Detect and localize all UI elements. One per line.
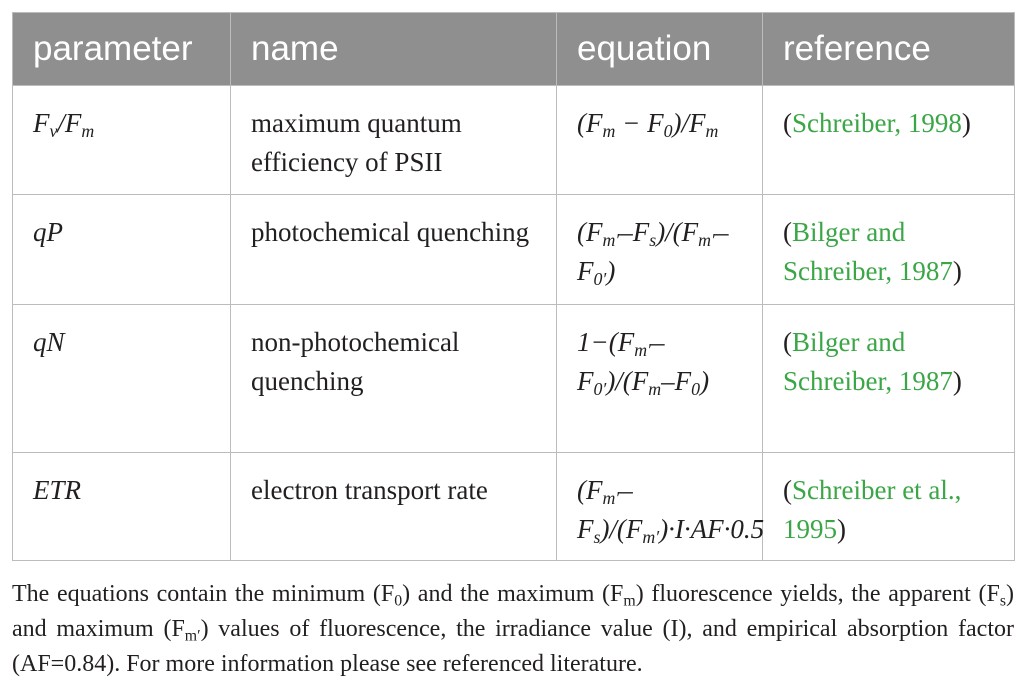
header-parameter: parameter [13, 13, 231, 86]
reference-link[interactable]: Schreiber, 1998 [792, 108, 962, 138]
parameter-cell [13, 453, 231, 561]
parameter-value: ETR [33, 475, 82, 505]
name-value: electron transport rate [251, 475, 488, 505]
equation-cell [557, 453, 763, 561]
reference-link[interactable]: Schreiber et al., 1995 [783, 475, 962, 544]
parameter-cell [13, 305, 231, 453]
equation-value: $(F_{m'}-F_s)/(F_{m'}-F_{0'})$ [577, 217, 729, 289]
name-cell [231, 453, 557, 561]
reference-close-paren: ) [952, 256, 962, 286]
name-cell [231, 86, 557, 195]
name-cell [231, 195, 557, 305]
equation-cell [557, 86, 763, 195]
name-value: maximum quantum efficiency of PSII [251, 108, 462, 177]
parameter-cell [13, 195, 231, 305]
parameter-value: $F_v/F_m$ [33, 108, 95, 141]
equation-value: $1-(F_{m'}-F_{0'})/(F_m-F_0)$ [577, 327, 710, 399]
table-row [13, 305, 1015, 453]
equation-value: $(F_m - F_0)/F_m$ [577, 108, 719, 141]
parameter-cell [13, 86, 231, 195]
reference-cell [763, 86, 1015, 195]
reference-close-paren: ) [837, 514, 846, 544]
parameter-table [12, 12, 1015, 561]
reference-cell [763, 195, 1015, 305]
parameter-value: qN [33, 327, 65, 357]
name-value: photochemical quenching [251, 217, 530, 247]
header-reference: reference [763, 13, 1015, 86]
table-row [13, 86, 1015, 195]
equation-cell [557, 305, 763, 453]
table-footnote: The equations contain the minimum $(F_0)$ and the maximum $(F_m)$ fluorescence yields, the apparent $(F_s)$ and maximum $(F_{m'})$ values of fluorescence, the irradiance value (I), and empirical absorption factor (AF=0.84). For more information please see referenced literature. [12, 581, 1014, 677]
reference-open-paren: ( [783, 475, 792, 505]
parameter-value: qP [33, 217, 63, 247]
table-row [13, 195, 1015, 305]
reference-close-paren: ) [952, 366, 962, 396]
header-equation: equation [557, 13, 763, 86]
header-row [13, 13, 1015, 86]
equation-cell [557, 195, 763, 305]
table-row [13, 453, 1015, 561]
reference-close-paren: ) [961, 108, 971, 138]
reference-link[interactable]: Bilger and Schreiber, 1987 [783, 217, 953, 286]
reference-link[interactable]: Bilger and Schreiber, 1987 [783, 327, 953, 396]
reference-cell [763, 305, 1015, 453]
reference-cell [763, 453, 1015, 561]
reference-open-paren: ( [783, 217, 792, 247]
equation-value: $(F_{m'}-F_s)/(F_{m'})\cdot I\cdot AF\cdot 0.5$ [577, 475, 765, 547]
reference-open-paren: ( [783, 327, 792, 357]
name-value: non-photochemical quenching [251, 327, 460, 396]
reference-open-paren: ( [783, 108, 792, 138]
name-cell [231, 305, 557, 453]
header-name: name [231, 13, 557, 86]
